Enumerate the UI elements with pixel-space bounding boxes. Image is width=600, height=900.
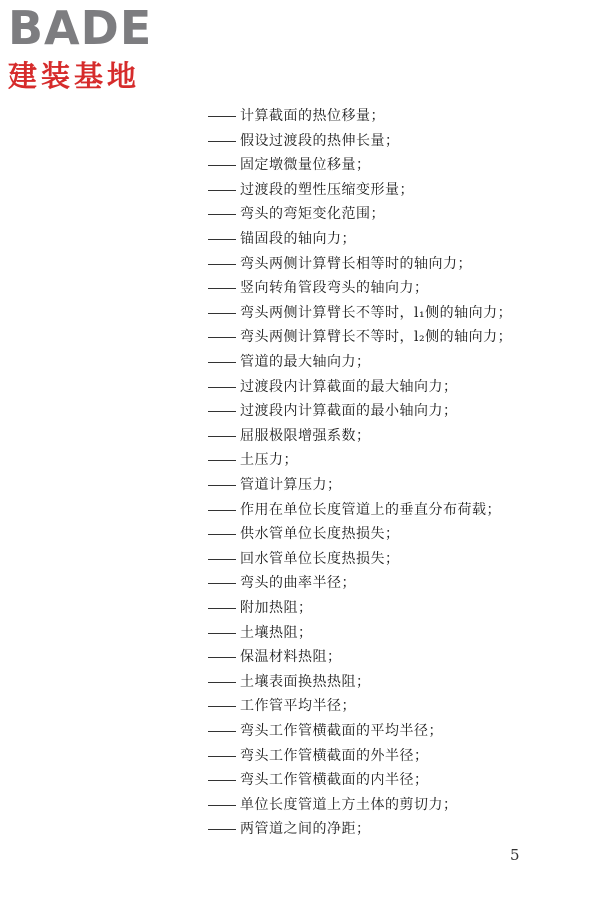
em-dash-separator — [208, 583, 236, 584]
em-dash-separator — [208, 633, 236, 634]
definition-text: 假设过渡段的热伸长量； — [240, 132, 400, 149]
em-dash-separator — [208, 756, 236, 757]
definition-text: 屈服极限增强系数； — [240, 427, 371, 444]
em-dash-separator — [208, 534, 236, 535]
definition-text: 作用在单位长度管道上的垂直分布荷载； — [240, 501, 501, 518]
definition-text: 弯头两侧计算臂长不等时，l₂侧的轴向力； — [240, 329, 513, 346]
em-dash-separator — [208, 190, 236, 191]
definition-text: 土压力； — [240, 452, 298, 469]
definition-text: 过渡段内计算截面的最大轴向力； — [240, 378, 458, 395]
definition-text: 管道的最大轴向力； — [240, 354, 371, 370]
em-dash-separator — [208, 706, 236, 707]
definition-text: 土壤表面换热热阻； — [240, 673, 371, 690]
em-dash-separator — [208, 288, 236, 289]
logo-brand — [8, 1, 178, 55]
definition-text: 弯头两侧计算臂长相等时的轴向力； — [240, 255, 472, 272]
definition-text: 计算截面的热位移量； — [240, 108, 385, 124]
definition-text: 保温材料热阻； — [240, 649, 342, 666]
definition-text: 供水管单位长度热损失； — [240, 526, 400, 543]
em-dash-separator — [208, 165, 236, 166]
em-dash-separator — [208, 362, 236, 363]
definition-text: 弯头工作管横截面的内半径； — [240, 772, 429, 789]
definition-text: 过渡段内计算截面的最小轴向力； — [240, 403, 458, 420]
definition-text: 弯头工作管横截面的外半径； — [240, 747, 429, 764]
definition-text: 竖向转角管段弯头的轴向力； — [240, 280, 429, 297]
definition-text: 管道计算压力； — [240, 477, 342, 493]
definition-text: 工作管平均半径； — [240, 698, 356, 715]
em-dash-separator — [208, 116, 236, 117]
definition-text: 单位长度管道上方土体的剪切力； — [240, 796, 458, 813]
page-number: 5 — [510, 846, 520, 864]
em-dash-separator — [208, 485, 236, 486]
em-dash-separator — [208, 411, 236, 412]
definition-text: 过渡段的塑性压缩变形量； — [240, 181, 414, 198]
em-dash-separator — [208, 657, 236, 658]
definition-text: 回水管单位长度热损失； — [240, 550, 400, 567]
logo — [8, 1, 178, 96]
em-dash-separator — [208, 829, 236, 830]
definition-text: 弯头的曲率半径； — [240, 575, 356, 592]
em-dash-separator — [208, 780, 236, 781]
em-dash-separator — [208, 460, 236, 461]
em-dash-separator — [208, 682, 236, 683]
definition-text: 两管道之间的净距； — [240, 821, 371, 838]
em-dash-separator — [208, 141, 236, 142]
em-dash-separator — [208, 313, 236, 314]
definition-text: 土壤热阻； — [240, 624, 313, 641]
em-dash-separator — [208, 436, 236, 437]
em-dash-separator — [208, 805, 236, 806]
em-dash-separator — [208, 337, 236, 338]
em-dash-separator — [208, 608, 236, 609]
definition-text: 固定墩微量位移量； — [240, 157, 371, 174]
em-dash-separator — [208, 510, 236, 511]
definition-text: 弯头的弯矩变化范围； — [240, 206, 385, 223]
definition-text: 锚固段的轴向力； — [240, 231, 356, 247]
em-dash-separator — [208, 264, 236, 265]
logo-brand-text: BADE — [8, 1, 153, 55]
definition-text: 弯头两侧计算臂长不等时，l₁侧的轴向力； — [240, 304, 513, 321]
em-dash-separator — [208, 214, 236, 215]
em-dash-separator — [208, 239, 236, 240]
em-dash-separator — [208, 731, 236, 732]
definition-text: 弯头工作管横截面的平均半径； — [240, 723, 443, 739]
definition-text: 附加热阻； — [240, 600, 313, 616]
em-dash-separator — [208, 387, 236, 388]
em-dash-separator — [208, 559, 236, 560]
logo-subtitle: 建装基地 — [8, 59, 141, 93]
